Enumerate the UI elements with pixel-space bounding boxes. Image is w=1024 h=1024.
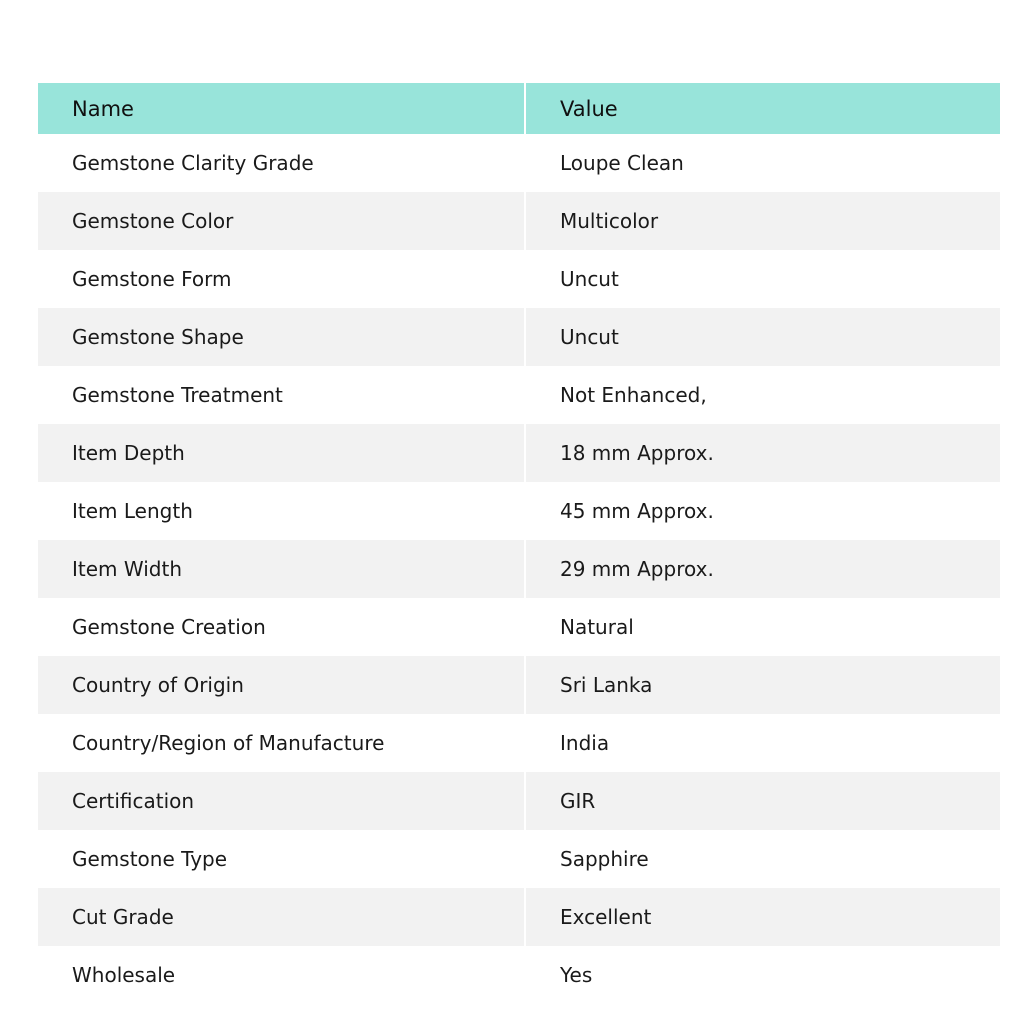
row-value-cell: Sri Lanka [525,656,1000,714]
row-name-cell: Gemstone Form [38,250,525,308]
row-value-cell: Natural [560,615,634,639]
table-row [38,250,1000,308]
table-row [38,192,1000,250]
specifications-table [38,83,1000,1004]
table-row [38,656,1000,714]
row-value-cell: GIR [525,772,1000,830]
row-name-cell: Gemstone Color [38,192,525,250]
row-name-cell: Gemstone Shape [38,308,525,366]
row-name-cell: Gemstone Type [38,830,525,888]
row-name-cell: Cut Grade [38,888,525,946]
row-value-cell: India [560,731,610,755]
row-value-cell: Uncut [525,308,1000,366]
row-value-cell: Loupe Clean [560,151,684,175]
table-body [38,134,1000,1004]
row-name-cell: Gemstone Clarity Grade [38,134,525,192]
row-name-cell: Gemstone Creation [38,598,525,656]
row-value-cell: Not Enhanced, [560,383,707,407]
table-row [38,308,1000,366]
table-row [38,888,1000,946]
row-name-cell: Item Width [38,540,525,598]
table-row [38,946,1000,1004]
table-header [38,83,1000,134]
table-row [38,134,1000,192]
row-name-cell: Certification [38,772,525,830]
column-header-value: Value [525,83,1000,134]
table-row [38,482,1000,540]
row-value-cell: Yes [560,963,593,987]
table-row [38,830,1000,888]
row-name-cell: Wholesale [38,946,525,1004]
table-row [38,540,1000,598]
row-name-cell: Item Length [38,482,525,540]
table-row [38,598,1000,656]
row-value-cell: Uncut [560,267,619,291]
table-row [38,366,1000,424]
row-name-cell: Country/Region of Manufacture [38,714,525,772]
row-name-cell: Item Depth [38,424,525,482]
row-name-cell: Country of Origin [38,656,525,714]
row-value-cell: Multicolor [525,192,1000,250]
table-row [38,424,1000,482]
table-row [38,714,1000,772]
row-name-cell: Gemstone Treatment [38,366,525,424]
table-header-row [38,83,1000,134]
column-header-name: Name [38,83,525,134]
table-row [38,772,1000,830]
row-value-cell: 45 mm Approx. [560,499,714,523]
row-value-cell: 18 mm Approx. [525,424,1000,482]
row-value-cell: Sapphire [560,847,649,871]
row-value-cell: Excellent [525,888,1000,946]
row-value-cell: 29 mm Approx. [525,540,1000,598]
